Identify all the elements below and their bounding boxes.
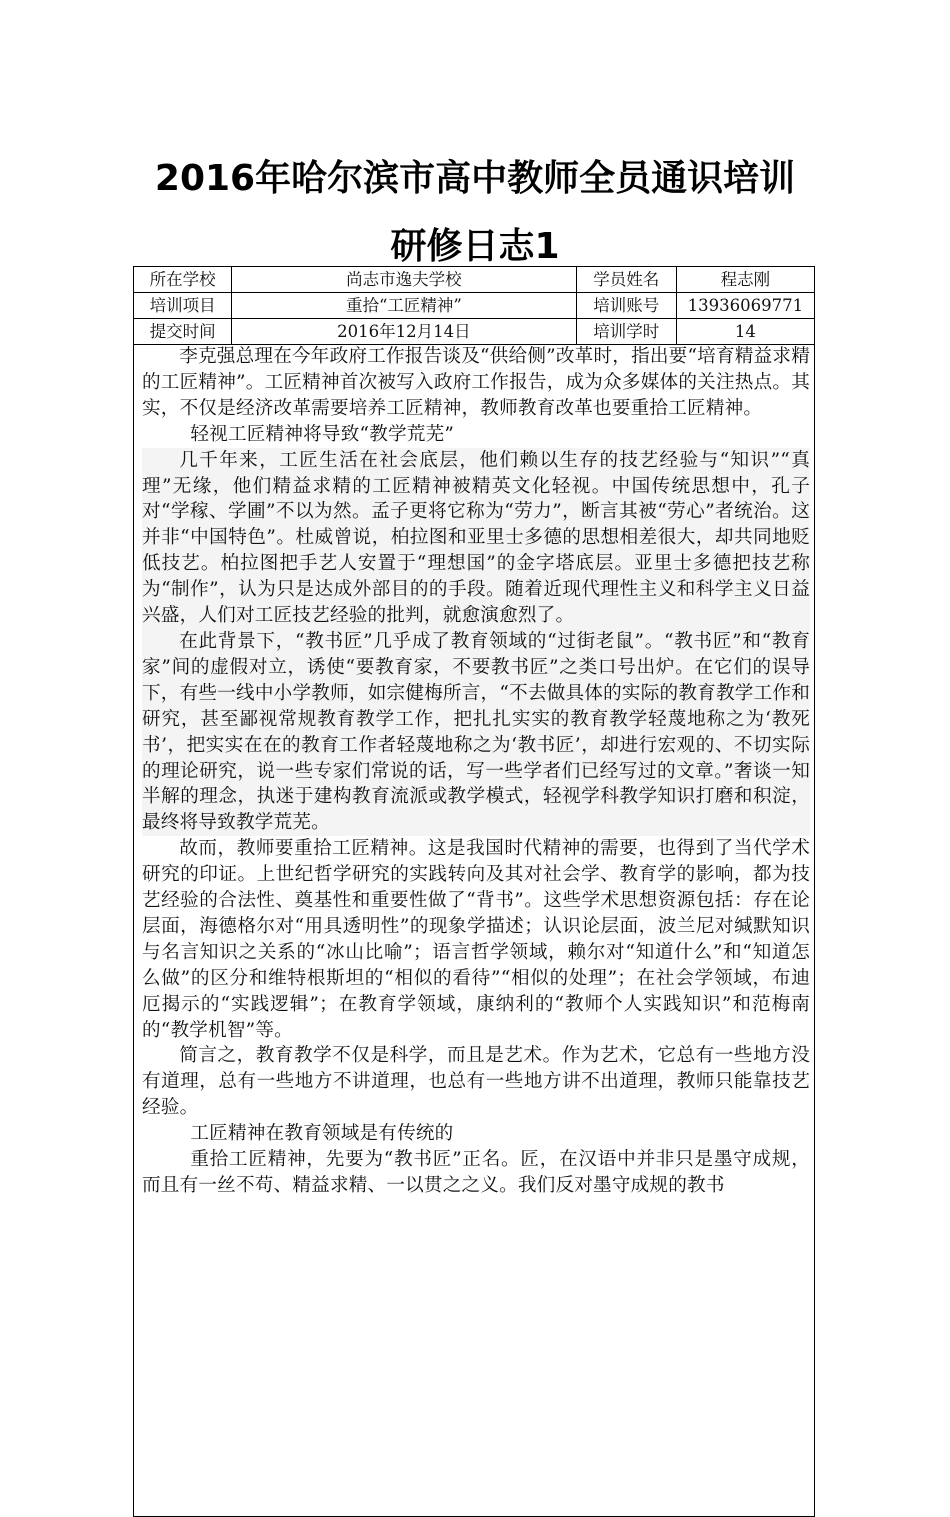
school-label: 所在学校: [134, 267, 232, 293]
account-label: 培训账号: [576, 293, 676, 319]
project-value: 重拾“工匠精神”: [232, 293, 577, 319]
paragraph: 故而，教师要重拾工匠精神。这是我国时代精神的需要，也得到了当代学术研究的印证。上世纪哲学研究的实践转向及其对社会学、教育学的影响，都为技艺经验的合法性、奠基性和重要性做了“背书”。这些学术思想资源包括：存在论层面，海德格尔对“用具透明性”的现象学描述；认识论层面，波兰尼对缄默知识与名言知识之关系的“冰山比喻”；语言哲学领域，赖尔对“知道什么”和“知道怎么做”的区分和维特根斯坦的“相似的看待”“相似的处理”；在社会学领域，布迪厄揭示的“实践逻辑”；在教育学领域，康纳利的“教师个人实践知识”和范梅南的“教学机智”等。: [142, 838, 810, 1041]
paragraph: 重拾工匠精神，先要为“教书匠”正名。匠，在汉语中并非只是墨守成规，而且有一丝不苟、精益求精、一以贯之之义。我们反对墨守成规的教书: [142, 1149, 810, 1196]
table-row: [134, 319, 815, 345]
paragraph: 几千年来，工匠生活在社会底层，他们赖以生存的技艺经验与“知识”“真理”无缘，他们精益求精的工匠精神被精英文化轻视。中国传统思想中，孔子对“学稼、学圃”不以为然。孟子更将它称为“劳力”，断言其被“劳心”者统治。这并非“中国特色”。杜威曾说，柏拉图和亚里士多德的思想相差很大，却共同地贬低技艺。柏拉图把手艺人安置于“理想国”的金字塔底层。亚里士多德把技艺称为“制作”，认为只是达成外部目的的手段。随着近现代理性主义和科学主义日益兴盛，人们对工匠技艺经验的批判，就愈演愈烈了。: [142, 448, 810, 629]
student-name-label: 学员姓名: [576, 267, 676, 293]
document-title: 2016年哈尔滨市高中教师全员通识培训: [154, 158, 796, 199]
table-row: [134, 293, 815, 319]
section-heading: 轻视工匠精神将导致“教学荒芜”: [190, 423, 455, 445]
paragraph: 简言之，教育教学不仅是科学，而且是艺术。作为艺术，它总有一些地方没有道理，总有一些地方不讲道理，也总有一些地方讲不出道理，教师只能靠技艺经验。: [142, 1045, 810, 1119]
submit-time-value: 2016年12月14日: [232, 319, 577, 345]
school-value: 尚志市逸夫学校: [232, 267, 577, 293]
hours-label: 培训学时: [576, 319, 676, 345]
table-row: [134, 267, 815, 293]
hours-value: 14: [676, 319, 814, 345]
paragraph: 在此背景下，“教书匠”几乎成了教育领域的“过街老鼠”。“教书匠”和“教育家”间的虚假对立，诱使“要教育家，不要教书匠”之类口号出炉。在它们的误导下，有些一线中小学教师，如宗健梅所言，“不去做具体的实际的教育教学工作和研究，甚至鄙视常规教育教学工作，把扎扎实实的教育教学轻蔑地称之为‘教死书’，把实实在在的教育工作者轻蔑地称之为‘教书匠’，却进行宏观的、不切实际的理论研究，说一些专家们常说的话，写一些学者们已经写过的文章。”奢谈一知半解的理念，执迷于建构教育流派或教学模式，轻视学科教学知识打磨和积淀，最终将导致教学荒芜。: [142, 629, 810, 836]
account-value: 13936069771: [676, 293, 814, 319]
project-label: 培训项目: [134, 293, 232, 319]
section-heading: 工匠精神在教育领域是有传统的: [190, 1123, 454, 1145]
document-subtitle: 研修日志1: [390, 226, 560, 267]
log-content-cell: [133, 344, 815, 1517]
info-table: [133, 266, 815, 345]
paragraph-intro: 李克强总理在今年政府工作报告谈及“供给侧”改革时，指出要“培育精益求精的工匠精神”。工匠精神首次被写入政府工作报告，成为众多媒体的关注热点。其实，不仅是经济改革需要培养工匠精神，教师教育改革也要重拾工匠精神。: [142, 346, 810, 419]
submit-time-label: 提交时间: [134, 319, 232, 345]
student-name-value: 程志刚: [676, 267, 814, 293]
